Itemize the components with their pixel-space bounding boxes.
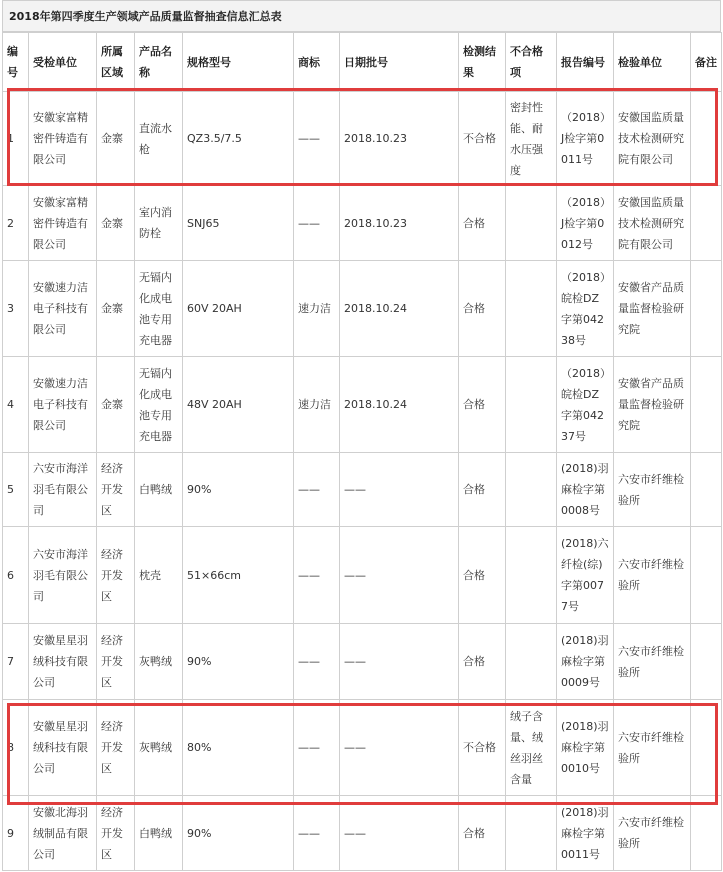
- cell-region: 经济开发区: [97, 796, 135, 871]
- table-row: [3, 261, 722, 357]
- cell-no: 5: [3, 453, 29, 527]
- cell-brand: ——: [294, 92, 340, 186]
- col-header-note: 备注: [691, 33, 722, 92]
- cell-result: 合格: [459, 624, 506, 700]
- cell-no: 1: [3, 92, 29, 186]
- table-row: [3, 796, 722, 871]
- cell-report: (2018)羽麻检字第0010号: [557, 700, 614, 796]
- cell-brand: 速力洁: [294, 261, 340, 357]
- cell-unit: 六安市海洋羽毛有限公司: [29, 527, 97, 624]
- cell-model: QZ3.5/7.5: [183, 92, 294, 186]
- cell-result: 合格: [459, 453, 506, 527]
- cell-note: [691, 527, 722, 624]
- cell-report: （2018）皖检DZ字第04237号: [557, 357, 614, 453]
- col-header-date: 日期批号: [340, 33, 459, 92]
- cell-unit: 安徽星星羽绒科技有限公司: [29, 624, 97, 700]
- cell-unit: 安徽速力洁电子科技有限公司: [29, 357, 97, 453]
- cell-report: （2018）J检字第0012号: [557, 186, 614, 261]
- cell-no: 6: [3, 527, 29, 624]
- cell-model: 90%: [183, 453, 294, 527]
- cell-note: [691, 624, 722, 700]
- cell-result: 合格: [459, 796, 506, 871]
- cell-date: 2018.10.24: [340, 357, 459, 453]
- cell-note: [691, 92, 722, 186]
- inspection-table: [2, 32, 722, 871]
- cell-region: 经济开发区: [97, 624, 135, 700]
- cell-lab: 六安市纤维检验所: [614, 796, 691, 871]
- cell-date: ——: [340, 796, 459, 871]
- cell-defect: [506, 186, 557, 261]
- cell-note: [691, 186, 722, 261]
- cell-defect: [506, 261, 557, 357]
- cell-product: 室内消防栓: [135, 186, 183, 261]
- cell-lab: 安徽国监质量技术检测研究院有限公司: [614, 186, 691, 261]
- cell-defect: [506, 796, 557, 871]
- cell-date: ——: [340, 453, 459, 527]
- cell-date: 2018.10.23: [340, 92, 459, 186]
- col-header-brand: 商标: [294, 33, 340, 92]
- table-row: [3, 186, 722, 261]
- table-row: [3, 453, 722, 527]
- cell-region: 经济开发区: [97, 453, 135, 527]
- cell-product: 无镉内化成电池专用充电器: [135, 357, 183, 453]
- cell-no: 9: [3, 796, 29, 871]
- cell-result: 合格: [459, 357, 506, 453]
- col-header-model: 规格型号: [183, 33, 294, 92]
- col-header-report: 报告编号: [557, 33, 614, 92]
- cell-result: 合格: [459, 186, 506, 261]
- cell-region: 金寨: [97, 186, 135, 261]
- cell-lab: 安徽省产品质量监督检验研究院: [614, 261, 691, 357]
- cell-result: 不合格: [459, 92, 506, 186]
- cell-lab: 六安市纤维检验所: [614, 453, 691, 527]
- cell-brand: ——: [294, 453, 340, 527]
- cell-unit: 六安市海洋羽毛有限公司: [29, 453, 97, 527]
- cell-model: 90%: [183, 624, 294, 700]
- cell-lab: 安徽国监质量技术检测研究院有限公司: [614, 92, 691, 186]
- cell-no: 4: [3, 357, 29, 453]
- cell-unit: 安徽北海羽绒制品有限公司: [29, 796, 97, 871]
- cell-note: [691, 357, 722, 453]
- col-header-lab: 检验单位: [614, 33, 691, 92]
- cell-report: (2018)六纤检(综)字第0077号: [557, 527, 614, 624]
- cell-date: ——: [340, 700, 459, 796]
- cell-defect: [506, 453, 557, 527]
- cell-defect: [506, 357, 557, 453]
- cell-report: (2018)羽麻检字第0008号: [557, 453, 614, 527]
- cell-defect: 绒子含量、绒丝羽丝含量: [506, 700, 557, 796]
- cell-date: ——: [340, 527, 459, 624]
- cell-date: 2018.10.24: [340, 261, 459, 357]
- cell-note: [691, 796, 722, 871]
- cell-defect: [506, 624, 557, 700]
- cell-date: ——: [340, 624, 459, 700]
- table-row: [3, 624, 722, 700]
- cell-note: [691, 700, 722, 796]
- header-row: [3, 33, 722, 92]
- table-row: [3, 527, 722, 624]
- cell-region: 金寨: [97, 92, 135, 186]
- col-header-no: 编号: [3, 33, 29, 92]
- cell-result: 不合格: [459, 700, 506, 796]
- col-header-product: 产品名称: [135, 33, 183, 92]
- cell-date: 2018.10.23: [340, 186, 459, 261]
- cell-unit: 安徽星星羽绒科技有限公司: [29, 700, 97, 796]
- cell-region: 经济开发区: [97, 527, 135, 624]
- cell-no: 3: [3, 261, 29, 357]
- cell-brand: ——: [294, 624, 340, 700]
- cell-model: 51×66cm: [183, 527, 294, 624]
- cell-product: 无镉内化成电池专用充电器: [135, 261, 183, 357]
- cell-model: 80%: [183, 700, 294, 796]
- cell-lab: 六安市纤维检验所: [614, 700, 691, 796]
- cell-no: 7: [3, 624, 29, 700]
- cell-lab: 六安市纤维检验所: [614, 624, 691, 700]
- cell-product: 灰鸭绒: [135, 700, 183, 796]
- cell-result: 合格: [459, 527, 506, 624]
- cell-no: 8: [3, 700, 29, 796]
- cell-model: 60V 20AH: [183, 261, 294, 357]
- cell-unit: 安徽速力洁电子科技有限公司: [29, 261, 97, 357]
- table-row: [3, 92, 722, 186]
- cell-report: （2018）J检字第0011号: [557, 92, 614, 186]
- cell-model: 48V 20AH: [183, 357, 294, 453]
- cell-note: [691, 261, 722, 357]
- cell-product: 灰鸭绒: [135, 624, 183, 700]
- cell-product: 白鸭绒: [135, 796, 183, 871]
- cell-report: (2018)羽麻检字第0011号: [557, 796, 614, 871]
- cell-brand: ——: [294, 700, 340, 796]
- cell-unit: 安徽家富精密件铸造有限公司: [29, 92, 97, 186]
- cell-model: SNJ65: [183, 186, 294, 261]
- cell-no: 2: [3, 186, 29, 261]
- cell-report: （2018）皖检DZ字第04238号: [557, 261, 614, 357]
- table-row: [3, 357, 722, 453]
- cell-unit: 安徽家富精密件铸造有限公司: [29, 186, 97, 261]
- cell-result: 合格: [459, 261, 506, 357]
- cell-defect: 密封性能、耐水压强度: [506, 92, 557, 186]
- cell-brand: 速力洁: [294, 357, 340, 453]
- cell-brand: ——: [294, 527, 340, 624]
- cell-product: 枕壳: [135, 527, 183, 624]
- cell-report: (2018)羽麻检字第0009号: [557, 624, 614, 700]
- cell-lab: 安徽省产品质量监督检验研究院: [614, 357, 691, 453]
- cell-model: 90%: [183, 796, 294, 871]
- col-header-defect: 不合格项: [506, 33, 557, 92]
- col-header-result: 检测结果: [459, 33, 506, 92]
- col-header-unit: 受检单位: [29, 33, 97, 92]
- cell-brand: ——: [294, 796, 340, 871]
- cell-defect: [506, 527, 557, 624]
- cell-region: 经济开发区: [97, 700, 135, 796]
- cell-note: [691, 453, 722, 527]
- table-row: [3, 700, 722, 796]
- cell-lab: 六安市纤维检验所: [614, 527, 691, 624]
- cell-brand: ——: [294, 186, 340, 261]
- cell-product: 直流水枪: [135, 92, 183, 186]
- table-title: 2018年第四季度生产领域产品质量监督抽查信息汇总表: [2, 0, 721, 32]
- cell-region: 金寨: [97, 357, 135, 453]
- cell-region: 金寨: [97, 261, 135, 357]
- col-header-region: 所属区域: [97, 33, 135, 92]
- cell-product: 白鸭绒: [135, 453, 183, 527]
